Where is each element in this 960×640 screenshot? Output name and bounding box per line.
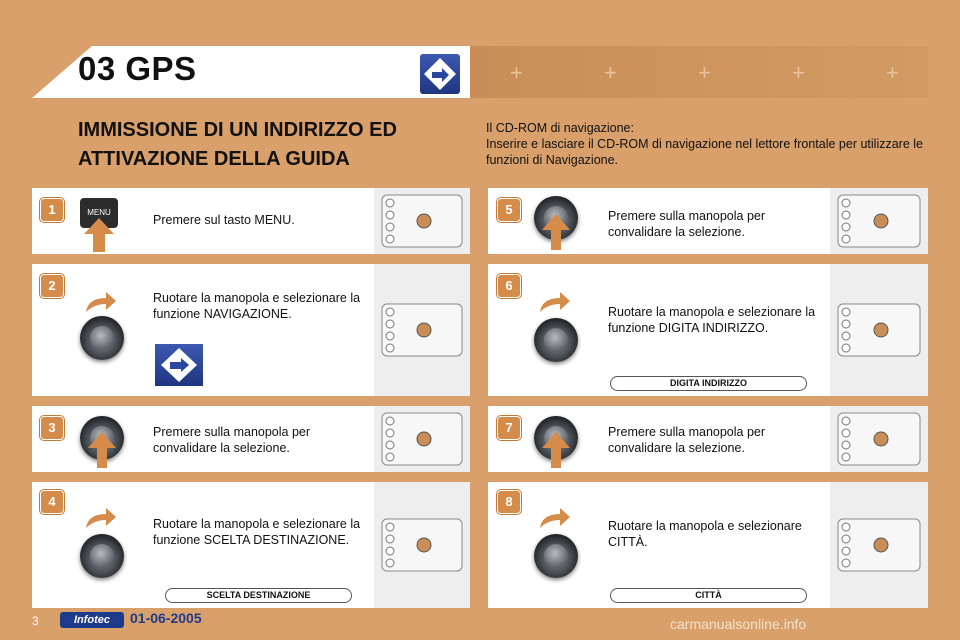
topographic-banner	[470, 46, 928, 98]
rotate-arrow-icon	[84, 506, 118, 530]
radio-panel-image	[830, 264, 928, 396]
plus-mark: +	[698, 60, 711, 85]
page-heading	[78, 116, 458, 174]
step-badge: 4	[40, 490, 64, 514]
rotate-arrow-icon	[84, 290, 118, 314]
heading-line: ATTIVAZIONE DELLA GUIDA	[78, 148, 350, 170]
radio-panel-image	[830, 406, 928, 472]
watermark: carmanualsonline.info	[670, 616, 807, 632]
step-badge: 5	[497, 198, 521, 222]
radio-panel-image	[374, 264, 470, 396]
radio-panel-image	[374, 482, 470, 608]
step-badge: 1	[40, 198, 64, 222]
step-badge: 6	[497, 274, 521, 298]
step-text: Premere sulla manopola per convalidare la selezione.	[608, 425, 766, 455]
step-text: Ruotare la manopola e selezionare la funzione SCELTA DESTINAZIONE.	[153, 517, 361, 547]
step-badge: 3	[40, 416, 64, 440]
radio-faceplate-icon	[374, 264, 470, 396]
step-badge: 7	[497, 416, 521, 440]
radio-panel-image	[830, 188, 928, 254]
push-arrow-icon	[88, 432, 116, 468]
step-text: Premere sulla manopola per convalidare la selezione.	[608, 209, 766, 239]
radio-panel-image	[374, 406, 470, 472]
plus-mark: +	[510, 60, 523, 85]
step-badge: 2	[40, 274, 64, 298]
edition-date: 01-06-2005	[130, 610, 202, 626]
step-text: Ruotare la manopola e selezionare la funzione NAVIGAZIONE.	[153, 291, 361, 321]
navigation-icon	[420, 54, 460, 94]
plus-mark: +	[886, 60, 899, 85]
radio-faceplate-icon	[830, 482, 928, 608]
page-number: 3	[32, 614, 39, 628]
plus-mark: +	[604, 60, 617, 85]
push-arrow-icon	[542, 432, 570, 468]
function-label: SCELTA DESTINAZIONE	[165, 588, 352, 603]
step-text: Ruotare la manopola e selezionare CITTÀ.	[608, 519, 802, 549]
knob-image	[534, 318, 578, 362]
knob-image	[80, 316, 124, 360]
plus-mark: +	[792, 60, 805, 85]
radio-faceplate-icon	[374, 406, 470, 472]
intro-line: Il CD-ROM di navigazione:	[486, 121, 634, 135]
navigation-icon	[155, 344, 203, 386]
heading-line: IMMISSIONE DI UN INDIRIZZO ED	[78, 119, 397, 141]
knob-image	[80, 534, 124, 578]
step-text: Premere sul tasto MENU.	[153, 213, 295, 227]
section-title: 03 GPS	[78, 50, 197, 87]
menu-button-label: MENU	[87, 208, 111, 217]
radio-faceplate-icon	[830, 188, 928, 254]
radio-faceplate-icon	[830, 264, 928, 396]
radio-faceplate-icon	[830, 406, 928, 472]
function-label: DIGITA INDIRIZZO	[610, 376, 807, 391]
radio-faceplate-icon	[374, 188, 470, 254]
push-arrow-icon	[84, 218, 114, 252]
intro-line: Inserire e lasciare il CD-ROM di navigazione nel lettore frontale per utilizzare le funzioni di Navigazione.	[486, 137, 923, 167]
infotec-logo: Infotec	[60, 612, 124, 628]
intro-text	[486, 120, 926, 168]
knob-image	[534, 534, 578, 578]
step-text: Ruotare la manopola e selezionare la funzione DIGITA INDIRIZZO.	[608, 305, 816, 335]
step-text: Premere sulla manopola per convalidare la selezione.	[153, 425, 311, 455]
rotate-arrow-icon	[538, 290, 572, 314]
radio-panel-image	[830, 482, 928, 608]
step-badge: 8	[497, 490, 521, 514]
function-label: CITTÀ	[610, 588, 807, 603]
push-arrow-icon	[542, 214, 570, 250]
rotate-arrow-icon	[538, 506, 572, 530]
radio-faceplate-icon	[374, 482, 470, 608]
radio-panel-image	[374, 188, 470, 254]
